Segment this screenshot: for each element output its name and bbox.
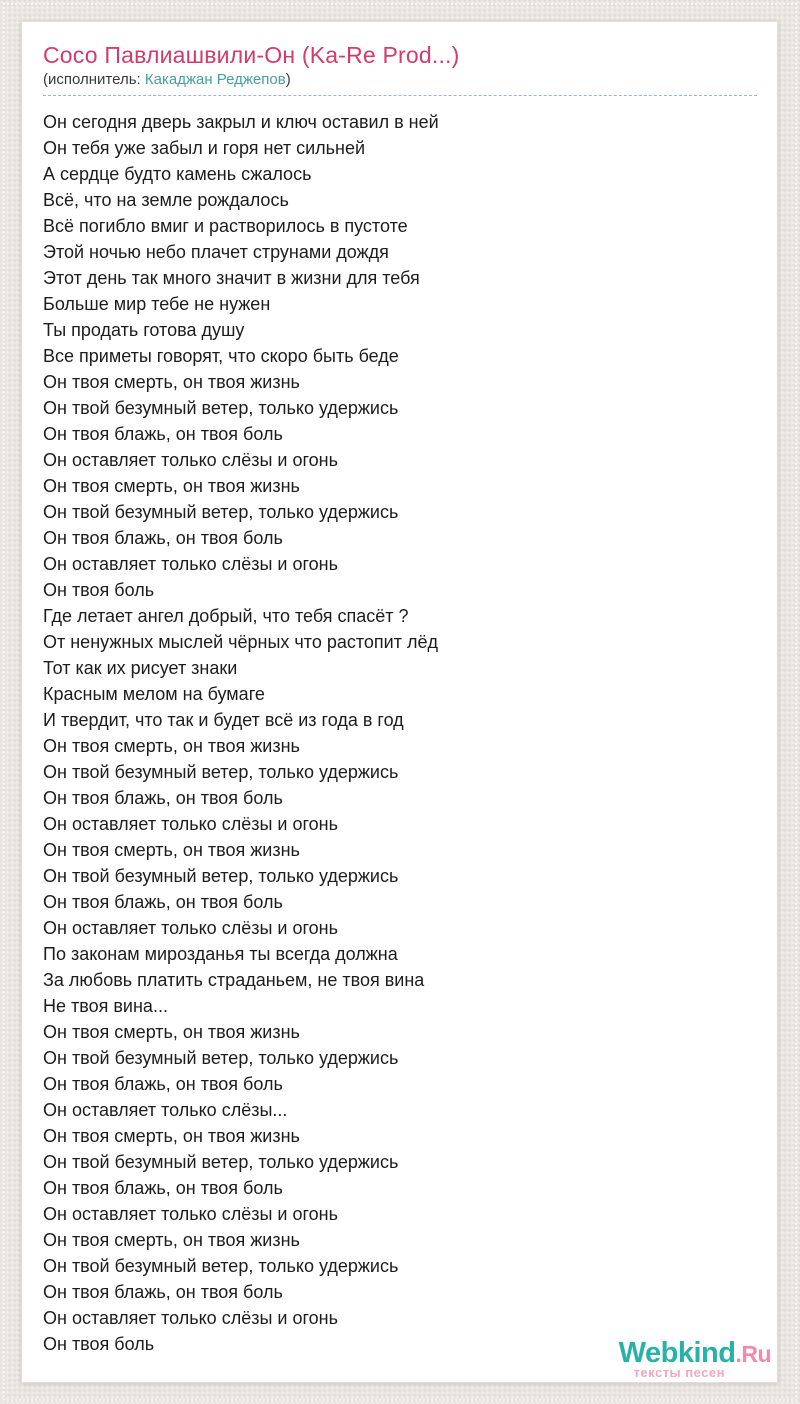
- lyric-line: Красным мелом на бумаге: [43, 684, 265, 704]
- lyric-line: Этот день так много значит в жизни для тебя: [43, 268, 420, 288]
- lyric-line: Он твоя блажь, он твоя боль: [43, 1178, 283, 1198]
- lyric-line: За любовь платить страданьем, не твоя вина: [43, 970, 425, 990]
- webkind-logo-tagline: тексты песен: [633, 1365, 725, 1380]
- lyric-line: Он твоя блажь, он твоя боль: [43, 424, 283, 444]
- lyric-line: Он тебя уже забыл и горя нет сильней: [43, 138, 366, 158]
- lyric-line: Этой ночью небо плачет струнами дождя: [43, 242, 389, 262]
- lyric-line: Он твоя смерть, он твоя жизнь: [43, 840, 300, 860]
- lyric-line: Он оставляет только слёзы и огонь: [43, 1308, 338, 1328]
- performer-line: [43, 70, 757, 96]
- lyric-line: Он оставляет только слёзы и огонь: [43, 1204, 338, 1224]
- lyric-line: Он твоя блажь, он твоя боль: [43, 788, 283, 808]
- lyric-line: Он твоя блажь, он твоя боль: [43, 528, 283, 548]
- lyric-line: Всё, что на земле рождалось: [43, 190, 289, 210]
- lyric-line: Ты продать готова душу: [43, 320, 245, 340]
- lyric-line: Больше мир тебе не нужен: [43, 294, 271, 314]
- lyric-line: Он твоя блажь, он твоя боль: [43, 892, 283, 912]
- lyric-line: Не твоя вина...: [43, 996, 168, 1016]
- lyric-line: Он твоя смерть, он твоя жизнь: [43, 736, 300, 756]
- lyric-line: Он твой безумный ветер, только удержись: [43, 1152, 399, 1172]
- content-card: [21, 21, 778, 1383]
- lyric-line: Где летает ангел добрый, что тебя спасёт ?: [43, 606, 409, 626]
- webkind-logo-name: Webkind: [618, 1337, 736, 1369]
- lyric-line: Все приметы говорят, что скоро быть беде: [43, 346, 399, 366]
- lyric-line: Он твой безумный ветер, только удержись: [43, 1048, 399, 1068]
- performer-link[interactable]: Какаджан Реджепов: [144, 71, 286, 88]
- lyric-line: Он оставляет только слёзы и огонь: [43, 450, 338, 470]
- lyric-line: Он твоя боль: [43, 1334, 155, 1354]
- lyric-line: Он твоя смерть, он твоя жизнь: [43, 1230, 300, 1250]
- lyric-line: Он твой безумный ветер, только удержись: [43, 398, 399, 418]
- lyric-line: Он твоя смерть, он твоя жизнь: [43, 476, 300, 496]
- lyric-line: Он оставляет только слёзы и огонь: [43, 554, 338, 574]
- lyric-line: Он твоя смерть, он твоя жизнь: [43, 1126, 300, 1146]
- lyric-line: Всё погибло вмиг и растворилось в пустоте: [43, 216, 408, 236]
- webkind-logo[interactable]: [619, 1339, 771, 1380]
- lyric-line: Тот как их рисует знаки: [43, 658, 238, 678]
- lyric-line: Он твой безумный ветер, только удержись: [43, 762, 399, 782]
- lyric-line: Он оставляет только слёзы...: [43, 1100, 288, 1120]
- lyric-line: Он твоя смерть, он твоя жизнь: [43, 1022, 300, 1042]
- performer-label: (исполнитель:: [43, 71, 145, 88]
- lyric-line: А сердце будто камень сжалось: [43, 164, 312, 184]
- lyric-line: По законам мирозданья ты всегда должна: [43, 944, 398, 964]
- lyric-line: Он твоя блажь, он твоя боль: [43, 1074, 283, 1094]
- page-title: Сосо Павлиашвили-Он (Ka-Re Prod...): [43, 42, 460, 68]
- lyric-line: Он твоя боль: [43, 580, 155, 600]
- lyrics-block: [43, 109, 757, 1357]
- lyric-line: Он твоя блажь, он твоя боль: [43, 1282, 283, 1302]
- lyric-line: Он твой безумный ветер, только удержись: [43, 1256, 399, 1276]
- lyric-line: Он твой безумный ветер, только удержись: [43, 866, 399, 886]
- lyric-line: Он оставляет только слёзы и огонь: [43, 814, 338, 834]
- performer-suffix: ): [285, 71, 291, 88]
- lyric-line: Он сегодня дверь закрыл и ключ оставил в ней: [43, 112, 439, 132]
- webkind-logo-domain: .Ru: [735, 1341, 771, 1367]
- lyric-line: Он твой безумный ветер, только удержись: [43, 502, 399, 522]
- lyric-line: И твердит, что так и будет всё из года в год: [43, 710, 404, 730]
- lyric-line: Он твоя смерть, он твоя жизнь: [43, 372, 300, 392]
- lyric-line: От ненужных мыслей чёрных что растопит лёд: [43, 632, 438, 652]
- lyric-line: Он оставляет только слёзы и огонь: [43, 918, 338, 938]
